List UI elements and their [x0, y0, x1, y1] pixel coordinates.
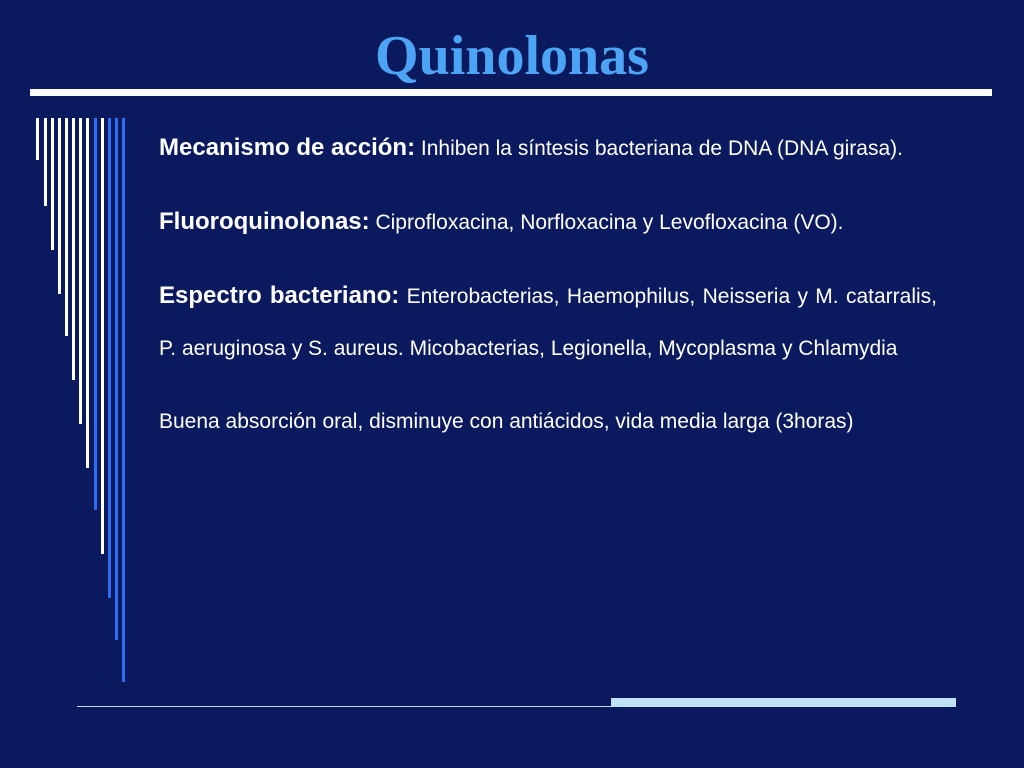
bullet-term: Fluoroquinolonas: [159, 208, 370, 235]
slide-title: Quinolonas [375, 25, 649, 87]
bullet-term: Mecanismo de acción: [159, 134, 416, 161]
bullet-espectro [159, 270, 937, 375]
deco-bar [122, 118, 125, 682]
bullet-term: Espectro bacteriano: [159, 282, 400, 309]
deco-bar [101, 118, 104, 554]
bottom-rule-accent [611, 698, 956, 707]
deco-bar [115, 118, 118, 640]
deco-bar [44, 118, 47, 206]
bullet-mecanismo [159, 122, 937, 175]
bullet-text: Buena absorción oral, disminuye con antiácidos, vida media larga (3horas) [159, 410, 854, 433]
deco-bar [94, 118, 97, 510]
bullet-text: Enterobacterias, Haemophilus, Neisseria y M. catarralis, P. aeruginosa y S. aureus. Micobacterias, Legionella, Mycoplasma y Chlamydia [159, 285, 938, 360]
deco-bar [79, 118, 82, 424]
deco-bar [58, 118, 61, 294]
bullet-text: Ciprofloxacina, Norfloxacina y Levofloxacina (VO). [369, 211, 844, 234]
bullet-fluoroquinolonas [159, 196, 937, 249]
bullet-text: Inhiben la síntesis bacteriana de DNA (DNA girasa). [415, 137, 903, 160]
deco-bar [108, 118, 111, 598]
deco-bar [86, 118, 89, 468]
bullet-list [159, 122, 937, 448]
title-underline [30, 89, 992, 96]
deco-bar [51, 118, 54, 250]
bullet-absorcion [159, 396, 937, 448]
deco-bar [65, 118, 68, 336]
bottom-rule-thin [77, 706, 611, 707]
deco-bar [36, 118, 39, 160]
deco-bar [72, 118, 75, 380]
